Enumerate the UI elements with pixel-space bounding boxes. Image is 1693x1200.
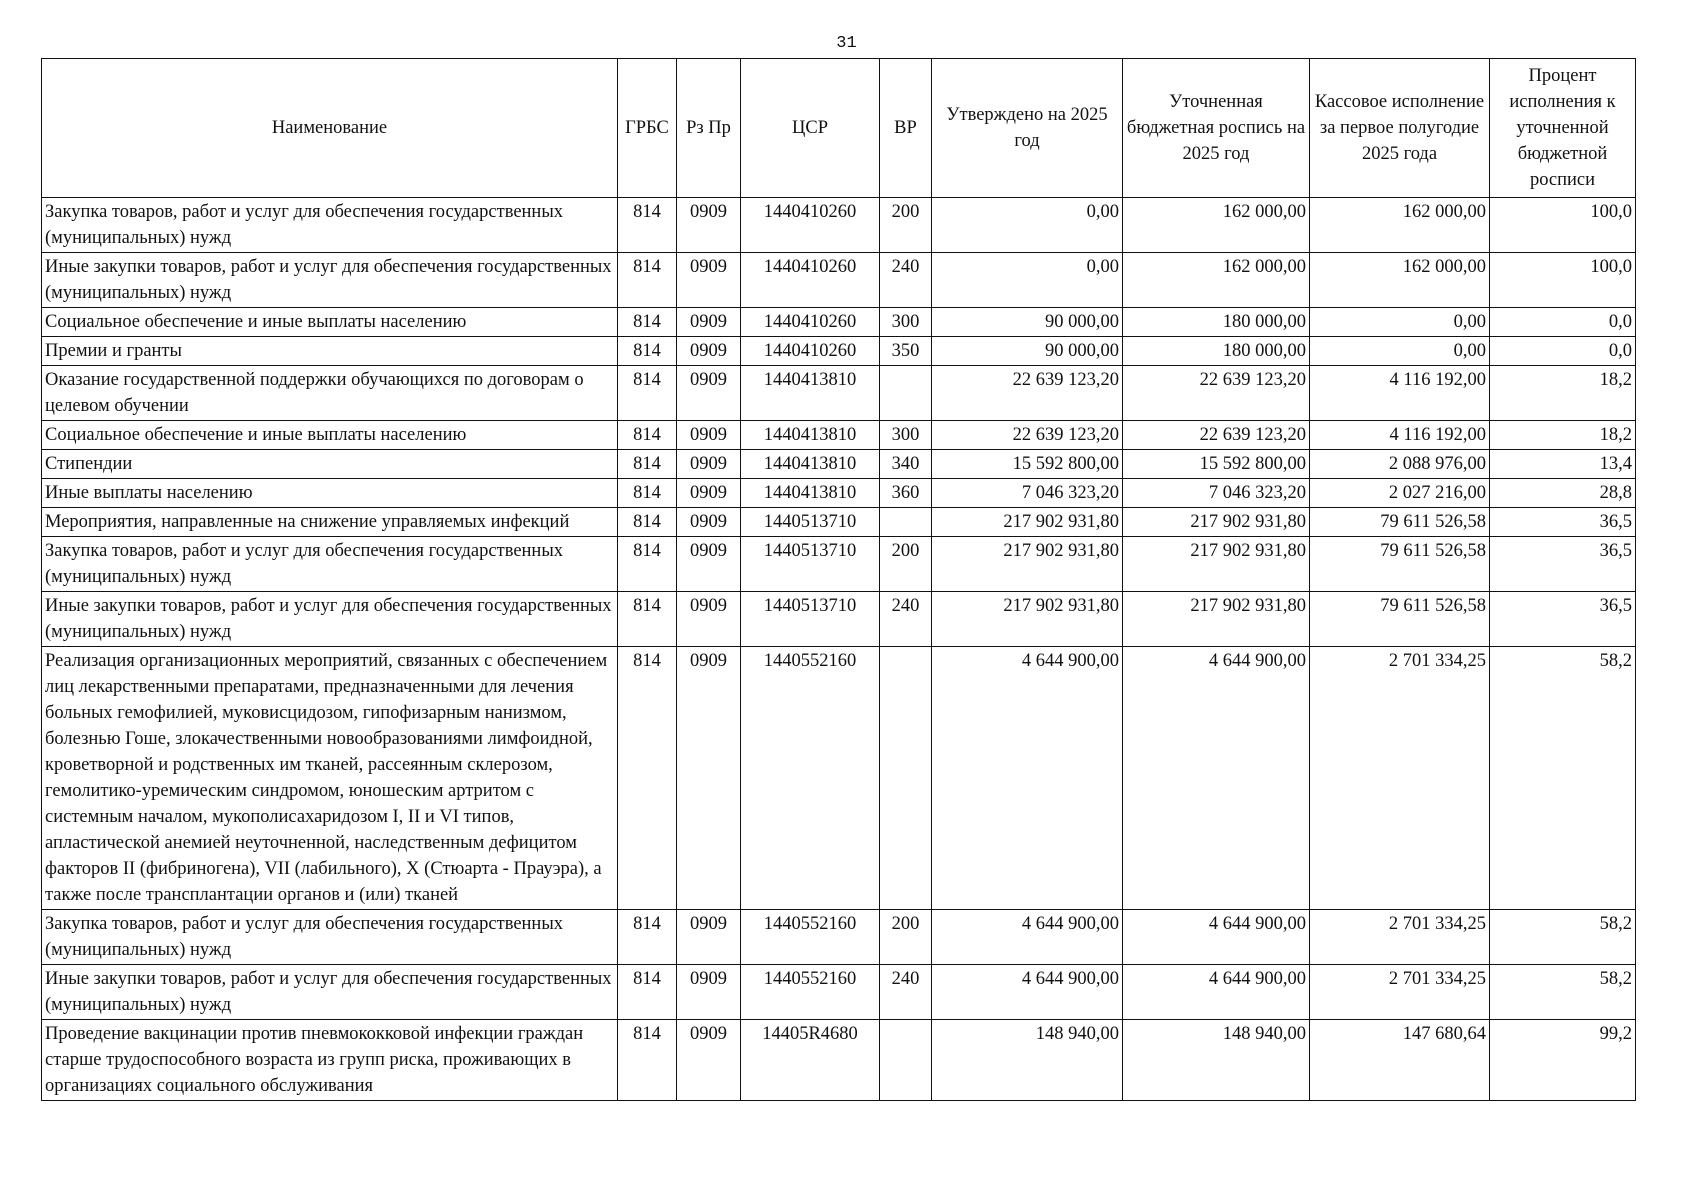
cell-rzpr: 0909 [677, 337, 741, 366]
cell-name: Закупка товаров, работ и услуг для обеспечения государственных (муниципальных) нужд [42, 198, 618, 253]
table-row [42, 308, 1636, 337]
cell-percent: 99,2 [1490, 1020, 1636, 1101]
cell-vr: 360 [880, 479, 932, 508]
cell-percent: 100,0 [1490, 253, 1636, 308]
cell-vr: 240 [880, 965, 932, 1020]
cell-refined: 162 000,00 [1123, 253, 1310, 308]
cell-rzpr: 0909 [677, 421, 741, 450]
cell-vr: 350 [880, 337, 932, 366]
cell-csr: 1440410260 [741, 308, 880, 337]
table-row [42, 508, 1636, 537]
cell-name: Иные выплаты населению [42, 479, 618, 508]
cell-grbs: 814 [618, 647, 677, 910]
cell-percent: 58,2 [1490, 965, 1636, 1020]
cell-csr: 1440410260 [741, 253, 880, 308]
cell-vr: 240 [880, 592, 932, 647]
cell-approved: 90 000,00 [932, 308, 1123, 337]
header-rzpr: Рз Пр [677, 59, 741, 198]
cell-name: Социальное обеспечение и иные выплаты населению [42, 421, 618, 450]
cell-refined: 180 000,00 [1123, 308, 1310, 337]
cell-cash: 2 701 334,25 [1310, 910, 1490, 965]
cell-refined: 22 639 123,20 [1123, 366, 1310, 421]
table-row [42, 198, 1636, 253]
cell-vr [880, 647, 932, 910]
cell-name: Иные закупки товаров, работ и услуг для обеспечения государственных (муниципальных) нужд [42, 592, 618, 647]
table-row [42, 366, 1636, 421]
cell-csr: 1440513710 [741, 537, 880, 592]
cell-name: Социальное обеспечение и иные выплаты населению [42, 308, 618, 337]
cell-refined: 217 902 931,80 [1123, 537, 1310, 592]
cell-grbs: 814 [618, 450, 677, 479]
cell-cash: 4 116 192,00 [1310, 366, 1490, 421]
cell-approved: 217 902 931,80 [932, 537, 1123, 592]
table-row [42, 421, 1636, 450]
table-row [42, 1020, 1636, 1101]
cell-refined: 148 940,00 [1123, 1020, 1310, 1101]
cell-approved: 217 902 931,80 [932, 592, 1123, 647]
cell-rzpr: 0909 [677, 965, 741, 1020]
cell-grbs: 814 [618, 910, 677, 965]
cell-cash: 79 611 526,58 [1310, 508, 1490, 537]
cell-approved: 22 639 123,20 [932, 421, 1123, 450]
cell-rzpr: 0909 [677, 198, 741, 253]
header-cash: Кассовое исполнение за первое полугодие 2025 года [1310, 59, 1490, 198]
cell-percent: 36,5 [1490, 592, 1636, 647]
cell-name: Иные закупки товаров, работ и услуг для обеспечения государственных (муниципальных) нужд [42, 965, 618, 1020]
cell-cash: 2 701 334,25 [1310, 647, 1490, 910]
table-body [42, 198, 1636, 1101]
cell-csr: 1440410260 [741, 198, 880, 253]
cell-csr: 1440413810 [741, 479, 880, 508]
cell-vr [880, 1020, 932, 1101]
cell-cash: 79 611 526,58 [1310, 592, 1490, 647]
cell-rzpr: 0909 [677, 450, 741, 479]
cell-csr: 1440552160 [741, 910, 880, 965]
header-csr: ЦСР [741, 59, 880, 198]
header-name: Наименование [42, 59, 618, 198]
cell-cash: 0,00 [1310, 337, 1490, 366]
cell-cash: 2 088 976,00 [1310, 450, 1490, 479]
cell-grbs: 814 [618, 421, 677, 450]
cell-approved: 148 940,00 [932, 1020, 1123, 1101]
cell-csr: 1440413810 [741, 366, 880, 421]
cell-percent: 0,0 [1490, 308, 1636, 337]
cell-approved: 4 644 900,00 [932, 965, 1123, 1020]
cell-cash: 2 027 216,00 [1310, 479, 1490, 508]
cell-name: Закупка товаров, работ и услуг для обеспечения государственных (муниципальных) нужд [42, 910, 618, 965]
cell-percent: 36,5 [1490, 537, 1636, 592]
cell-percent: 58,2 [1490, 647, 1636, 910]
cell-approved: 7 046 323,20 [932, 479, 1123, 508]
cell-grbs: 814 [618, 253, 677, 308]
table-row [42, 647, 1636, 910]
cell-name: Иные закупки товаров, работ и услуг для обеспечения государственных (муниципальных) нужд [42, 253, 618, 308]
cell-grbs: 814 [618, 1020, 677, 1101]
cell-csr: 1440413810 [741, 421, 880, 450]
table-header-row [42, 59, 1636, 198]
cell-name: Закупка товаров, работ и услуг для обеспечения государственных (муниципальных) нужд [42, 537, 618, 592]
table-row [42, 337, 1636, 366]
cell-csr: 1440552160 [741, 647, 880, 910]
cell-grbs: 814 [618, 508, 677, 537]
cell-csr: 1440513710 [741, 508, 880, 537]
cell-approved: 0,00 [932, 198, 1123, 253]
cell-percent: 18,2 [1490, 366, 1636, 421]
cell-approved: 15 592 800,00 [932, 450, 1123, 479]
cell-cash: 0,00 [1310, 308, 1490, 337]
table-row [42, 537, 1636, 592]
cell-cash: 162 000,00 [1310, 198, 1490, 253]
cell-refined: 4 644 900,00 [1123, 647, 1310, 910]
cell-percent: 0,0 [1490, 337, 1636, 366]
cell-rzpr: 0909 [677, 647, 741, 910]
cell-approved: 22 639 123,20 [932, 366, 1123, 421]
cell-rzpr: 0909 [677, 308, 741, 337]
cell-refined: 162 000,00 [1123, 198, 1310, 253]
cell-name: Реализация организационных мероприятий, связанных с обеспечением лиц лекарственными препаратами, предназначенными для лечения больных гемофилией, муковисцидозом, гипофизарным нанизмом, болезнью Гоше, злокачественными новообразованиями лимфоидной, кроветворной и родственных им тканей, рассеянным склерозом, гемолитико-уремическим синдромом, юношеским артритом с системным началом, мукополисахаридозом I, II и VI типов, апластической анемией неуточненной, наследственным дефицитом факторов II (фибриногена), VII (лабильного), X (Стюарта - Прауэра), а также после трансплантации органов и (или) тканей [42, 647, 618, 910]
header-grbs: ГРБС [618, 59, 677, 198]
cell-grbs: 814 [618, 479, 677, 508]
cell-vr [880, 366, 932, 421]
cell-refined: 217 902 931,80 [1123, 592, 1310, 647]
cell-approved: 4 644 900,00 [932, 910, 1123, 965]
cell-refined: 7 046 323,20 [1123, 479, 1310, 508]
cell-grbs: 814 [618, 366, 677, 421]
cell-name: Проведение вакцинации против пневмококковой инфекции граждан старше трудоспособного возраста из групп риска, проживающих в организациях социального обслуживания [42, 1020, 618, 1101]
budget-execution-table [41, 58, 1636, 1101]
cell-approved: 0,00 [932, 253, 1123, 308]
cell-cash: 79 611 526,58 [1310, 537, 1490, 592]
cell-vr: 300 [880, 308, 932, 337]
cell-refined: 4 644 900,00 [1123, 910, 1310, 965]
cell-cash: 162 000,00 [1310, 253, 1490, 308]
header-vr: ВР [880, 59, 932, 198]
cell-refined: 22 639 123,20 [1123, 421, 1310, 450]
cell-percent: 18,2 [1490, 421, 1636, 450]
page-number: 31 [836, 34, 857, 53]
cell-percent: 36,5 [1490, 508, 1636, 537]
header-approved: Утверждено на 2025 год [932, 59, 1123, 198]
cell-name: Премии и гранты [42, 337, 618, 366]
cell-cash: 2 701 334,25 [1310, 965, 1490, 1020]
cell-rzpr: 0909 [677, 592, 741, 647]
cell-csr: 1440410260 [741, 337, 880, 366]
table-row [42, 965, 1636, 1020]
cell-approved: 4 644 900,00 [932, 647, 1123, 910]
table-row [42, 450, 1636, 479]
cell-refined: 4 644 900,00 [1123, 965, 1310, 1020]
cell-vr: 340 [880, 450, 932, 479]
cell-rzpr: 0909 [677, 253, 741, 308]
cell-grbs: 814 [618, 308, 677, 337]
cell-csr: 1440513710 [741, 592, 880, 647]
cell-csr: 1440413810 [741, 450, 880, 479]
cell-vr [880, 508, 932, 537]
cell-percent: 100,0 [1490, 198, 1636, 253]
cell-name: Оказание государственной поддержки обучающихся по договорам о целевом обучении [42, 366, 618, 421]
cell-vr: 240 [880, 253, 932, 308]
header-refined: Уточненная бюджетная роспись на 2025 год [1123, 59, 1310, 198]
cell-name: Мероприятия, направленные на снижение управляемых инфекций [42, 508, 618, 537]
cell-refined: 15 592 800,00 [1123, 450, 1310, 479]
cell-rzpr: 0909 [677, 1020, 741, 1101]
cell-rzpr: 0909 [677, 479, 741, 508]
cell-cash: 4 116 192,00 [1310, 421, 1490, 450]
cell-percent: 58,2 [1490, 910, 1636, 965]
cell-grbs: 814 [618, 537, 677, 592]
cell-grbs: 814 [618, 337, 677, 366]
cell-rzpr: 0909 [677, 537, 741, 592]
cell-approved: 217 902 931,80 [932, 508, 1123, 537]
cell-cash: 147 680,64 [1310, 1020, 1490, 1101]
cell-vr: 300 [880, 421, 932, 450]
table-row [42, 253, 1636, 308]
table-row [42, 479, 1636, 508]
header-percent: Процент исполнения к уточненной бюджетной росписи [1490, 59, 1636, 198]
cell-name: Стипендии [42, 450, 618, 479]
cell-approved: 90 000,00 [932, 337, 1123, 366]
cell-rzpr: 0909 [677, 508, 741, 537]
table-row [42, 592, 1636, 647]
cell-grbs: 814 [618, 965, 677, 1020]
cell-rzpr: 0909 [677, 366, 741, 421]
cell-percent: 28,8 [1490, 479, 1636, 508]
cell-percent: 13,4 [1490, 450, 1636, 479]
cell-rzpr: 0909 [677, 910, 741, 965]
cell-grbs: 814 [618, 198, 677, 253]
cell-vr: 200 [880, 198, 932, 253]
cell-vr: 200 [880, 910, 932, 965]
cell-grbs: 814 [618, 592, 677, 647]
table-row [42, 910, 1636, 965]
cell-refined: 217 902 931,80 [1123, 508, 1310, 537]
cell-csr: 14405R4680 [741, 1020, 880, 1101]
cell-csr: 1440552160 [741, 965, 880, 1020]
cell-refined: 180 000,00 [1123, 337, 1310, 366]
cell-vr: 200 [880, 537, 932, 592]
